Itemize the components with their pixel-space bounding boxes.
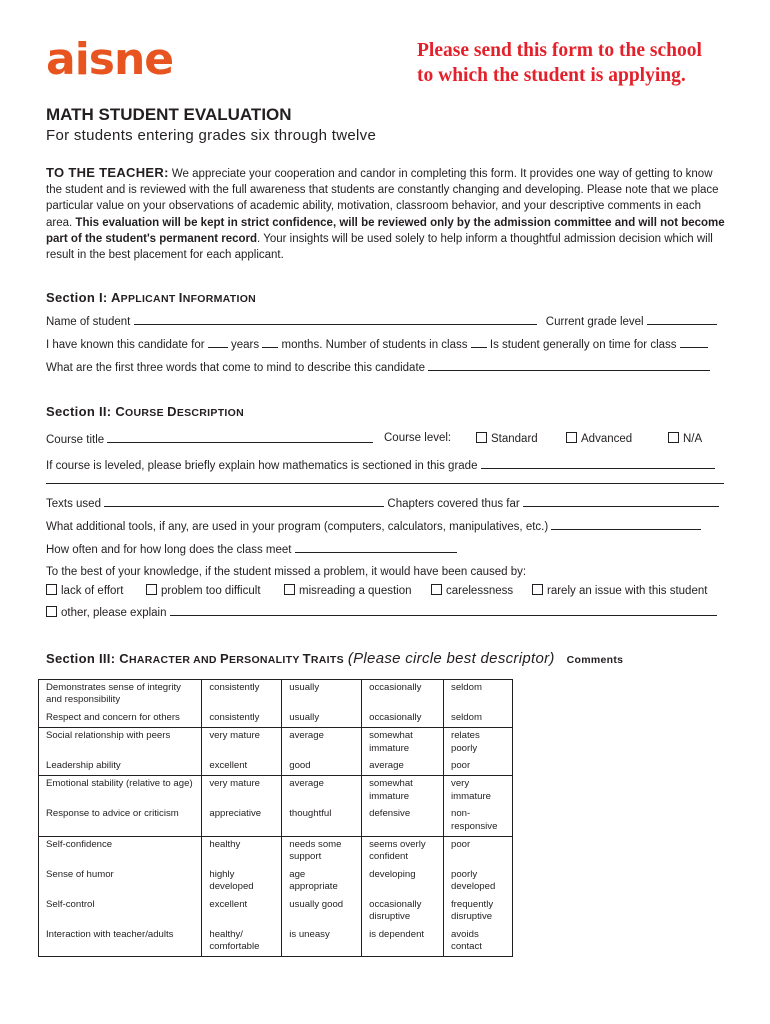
trait-option[interactable]: non-responsive: [444, 806, 513, 836]
trait-option[interactable]: relates poorly: [444, 728, 513, 758]
known-candidate-row: [46, 337, 708, 351]
confidentiality-statement: This evaluation will be kept in strict confidence, will be reviewed only by the admission committee and will not become part of the student's permanent record: [46, 216, 725, 245]
tools-row: [46, 519, 701, 533]
years-label: years: [230, 339, 260, 351]
trait-name: Self-confidence: [39, 837, 202, 867]
trait-name: Respect and concern for others: [39, 710, 202, 728]
how-often-field[interactable]: [295, 542, 457, 553]
course-level-standard[interactable]: [476, 432, 538, 445]
section-2-rest-a: OURSE: [125, 407, 168, 419]
trait-option[interactable]: good: [282, 758, 362, 776]
trait-option[interactable]: highly developed: [202, 867, 282, 897]
section-2-cap-a: C: [115, 404, 126, 419]
trait-option[interactable]: usually good: [282, 897, 362, 927]
teacher-intro-lead: TO THE TEACHER:: [46, 165, 169, 180]
section-1-prefix: Section I:: [46, 290, 111, 305]
trait-option[interactable]: very mature: [202, 728, 282, 758]
page-title: MATH STUDENT EVALUATION: [46, 105, 292, 124]
trait-name: Interaction with teacher/adults: [39, 927, 202, 957]
circle-hint: (Please circle best descriptor): [347, 650, 555, 667]
trait-option[interactable]: usually: [282, 680, 362, 710]
three-words-field[interactable]: [428, 360, 710, 371]
teacher-intro-text-2: . Your insights will be used solely to help inform a thoughtful admission decision which will result in the best placement for each applicant.: [46, 232, 713, 262]
trait-option[interactable]: appreciative: [202, 806, 282, 836]
on-time-field[interactable]: [680, 337, 708, 348]
leveled-field[interactable]: [481, 458, 715, 469]
trait-row: [39, 710, 513, 728]
trait-option[interactable]: very immature: [444, 776, 513, 806]
send-notice-line-2: to which the student is applying.: [417, 65, 686, 86]
course-level-label: Course level:: [384, 432, 452, 444]
teacher-intro: [46, 165, 726, 263]
section-1-heading: [46, 290, 256, 305]
student-name-row: [46, 314, 717, 328]
course-level-advanced[interactable]: [566, 432, 632, 445]
trait-option[interactable]: occasionally disruptive: [362, 897, 444, 927]
trait-row: [39, 837, 513, 867]
traits-table: [38, 679, 513, 957]
trait-row: [39, 867, 513, 897]
trait-option[interactable]: healthy/ comfortable: [202, 927, 282, 957]
class-size-label: months. Number of students in class: [281, 339, 468, 351]
trait-option[interactable]: healthy: [202, 837, 282, 867]
trait-option[interactable]: average: [362, 758, 444, 776]
trait-name: Demonstrates sense of integrity and responsibility: [39, 680, 202, 710]
trait-option[interactable]: seldom: [444, 680, 513, 710]
course-title-field[interactable]: [107, 432, 373, 443]
course-title-row: [46, 432, 373, 446]
send-notice: [417, 38, 747, 88]
section-3-cap-b: P: [219, 651, 229, 666]
trait-row: [39, 806, 513, 836]
trait-option[interactable]: average: [282, 776, 362, 806]
na-label: N/A: [683, 433, 703, 445]
course-title-label: Course title: [46, 434, 105, 446]
trait-option[interactable]: needs some support: [282, 837, 362, 867]
grade-level-field[interactable]: [647, 314, 717, 325]
trait-option[interactable]: seldom: [444, 710, 513, 728]
on-time-label: Is student generally on time for class: [489, 339, 677, 351]
section-2-prefix: Section II:: [46, 404, 116, 419]
advanced-label: Advanced: [581, 433, 633, 445]
texts-row: [46, 496, 719, 510]
advanced-checkbox[interactable]: [566, 432, 577, 443]
trait-option[interactable]: occasionally: [362, 680, 444, 710]
standard-checkbox[interactable]: [476, 432, 487, 443]
send-notice-line-1: Please send this form to the school: [417, 40, 702, 61]
cause-checkbox[interactable]: [431, 584, 442, 595]
trait-row: [39, 680, 513, 710]
cause-other-checkbox[interactable]: [46, 606, 57, 617]
cause-checkbox[interactable]: [146, 584, 157, 595]
cause-label: carelessness: [446, 585, 514, 597]
missed-problem-label: To the best of your knowledge, if the student missed a problem, it would have been caused by:: [46, 566, 527, 578]
cause-carelessness[interactable]: [431, 584, 513, 597]
trait-option[interactable]: usually: [282, 710, 362, 728]
section-1-rest-a: PPLICANT: [120, 293, 179, 305]
trait-row: [39, 897, 513, 927]
known-months-field[interactable]: [262, 337, 278, 348]
student-name-label: Name of student: [46, 316, 131, 328]
trait-option[interactable]: poor: [444, 758, 513, 776]
section-3-cap-a: C: [119, 651, 129, 666]
chapters-field[interactable]: [523, 496, 719, 507]
trait-option[interactable]: poorly developed: [444, 867, 513, 897]
cause-checkbox[interactable]: [532, 584, 543, 595]
trait-option[interactable]: consistently: [202, 710, 282, 728]
trait-row: [39, 927, 513, 957]
trait-option[interactable]: thoughtful: [282, 806, 362, 836]
section-1-cap-a: A: [110, 290, 121, 305]
tools-label: What additional tools, if any, are used in your program (computers, calculators, manipulatives, etc.): [46, 521, 549, 533]
class-size-field[interactable]: [471, 337, 487, 348]
trait-option[interactable]: excellent: [202, 758, 282, 776]
section-2-cap-b: D: [167, 404, 177, 419]
trait-option[interactable]: average: [282, 728, 362, 758]
section-3-rest-c: RAITS: [310, 654, 344, 666]
leveled-row: [46, 458, 715, 472]
texts-label: Texts used: [46, 498, 101, 510]
grade-level-label: Current grade level: [545, 316, 644, 328]
student-name-field[interactable]: [134, 314, 537, 325]
cause-label: lack of effort: [61, 585, 124, 597]
trait-option[interactable]: is uneasy: [282, 927, 362, 957]
section-3-prefix: Section III:: [46, 651, 120, 666]
trait-option[interactable]: frequently disruptive: [444, 897, 513, 927]
leveled-field-line-2[interactable]: [46, 483, 724, 484]
how-often-label: How often and for how long does the class meet: [46, 544, 292, 556]
three-words-label: What are the first three words that come to mind to describe this candidate: [46, 362, 426, 374]
how-often-row: [46, 542, 457, 556]
known-years-field[interactable]: [208, 337, 228, 348]
section-3-heading: [46, 650, 623, 667]
trait-option[interactable]: very mature: [202, 776, 282, 806]
trait-name: Leadership ability: [39, 758, 202, 776]
section-1-rest-b: NFORMATION: [182, 293, 257, 305]
trait-option[interactable]: age appropriate: [282, 867, 362, 897]
section-2-heading: [46, 404, 244, 419]
trait-name: Self-control: [39, 897, 202, 927]
standard-label: Standard: [491, 433, 538, 445]
cause-other-field[interactable]: [170, 605, 717, 616]
texts-field[interactable]: [104, 496, 384, 507]
trait-name: Sense of humor: [39, 867, 202, 897]
course-level-na[interactable]: [668, 432, 702, 445]
trait-row: [39, 758, 513, 776]
leveled-label: If course is leveled, please briefly explain how mathematics is sectioned in this grade: [46, 460, 478, 472]
trait-option[interactable]: developing: [362, 867, 444, 897]
cause-too-difficult[interactable]: [146, 584, 261, 597]
section-2-rest-b: ESCRIPTION: [176, 407, 244, 419]
trait-option[interactable]: somewhat immature: [362, 728, 444, 758]
page-subtitle: For students entering grades six through twelve: [46, 127, 377, 144]
section-1-cap-b: I: [178, 290, 183, 305]
teacher-intro-text-1: We appreciate your cooperation and candor in completing this form. It provides one way of getting to know the student and is reviewed with the full awareness that students are constantly changing and developing. Please note that we place particular value on your observations of academic ability, motivation, classroom behavior, and your descriptive comments in each area.: [46, 168, 719, 229]
trait-option[interactable]: avoids contact: [444, 927, 513, 957]
trait-option[interactable]: poor: [444, 837, 513, 867]
trait-row: [39, 728, 513, 758]
known-years-label: I have known this candidate for: [46, 339, 205, 351]
cause-other-label: other, please explain: [61, 607, 167, 619]
three-words-row: [46, 360, 710, 374]
section-3-rest-a: HARACTER AND: [128, 654, 220, 666]
cause-misreading[interactable]: [284, 584, 412, 597]
cause-label: rarely an issue with this student: [547, 585, 708, 597]
cause-checkbox[interactable]: [46, 584, 57, 595]
cause-other-row: [46, 605, 717, 619]
comments-heading: Comments: [566, 654, 624, 666]
chapters-label: Chapters covered thus far: [387, 498, 520, 510]
na-checkbox[interactable]: [668, 432, 679, 443]
section-3-cap-c: T: [302, 651, 311, 666]
trait-option[interactable]: somewhat immature: [362, 776, 444, 806]
trait-option[interactable]: occasionally: [362, 710, 444, 728]
trait-option[interactable]: seems overly confident: [362, 837, 444, 867]
trait-name: Social relationship with peers: [39, 728, 202, 758]
cause-rarely-an-issue[interactable]: [532, 584, 707, 597]
trait-option[interactable]: defensive: [362, 806, 444, 836]
tools-field[interactable]: [551, 519, 701, 530]
trait-option[interactable]: consistently: [202, 680, 282, 710]
trait-row: [39, 776, 513, 806]
cause-label: misreading a question: [299, 585, 412, 597]
trait-name: Emotional stability (relative to age): [39, 776, 202, 806]
cause-label: problem too difficult: [161, 585, 261, 597]
section-3-rest-b: ERSONALITY: [228, 654, 303, 666]
trait-option[interactable]: excellent: [202, 897, 282, 927]
cause-lack-of-effort[interactable]: [46, 584, 123, 597]
aisne-logo: aisne: [46, 34, 174, 85]
cause-checkbox[interactable]: [284, 584, 295, 595]
trait-option[interactable]: is dependent: [362, 927, 444, 957]
trait-name: Response to advice or criticism: [39, 806, 202, 836]
